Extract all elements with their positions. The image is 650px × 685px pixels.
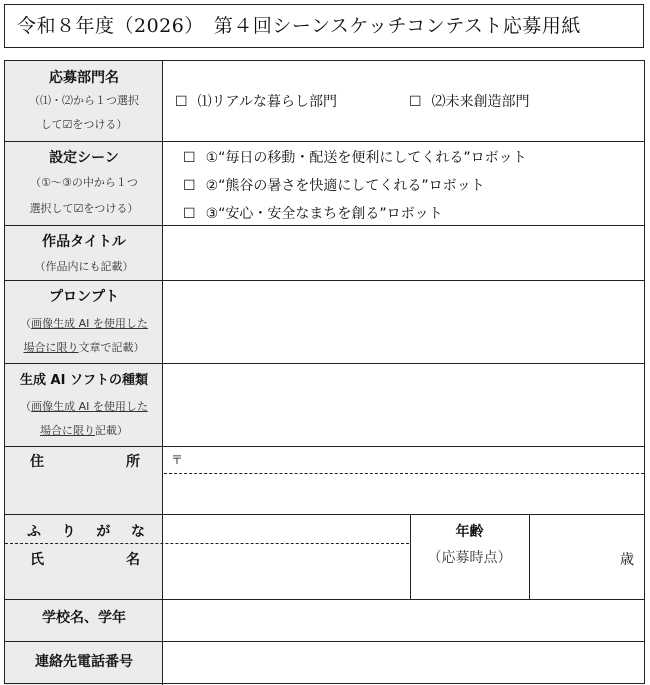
age-note: （応募時点） (427, 550, 512, 566)
checkbox-icon[interactable]: ☐ (409, 94, 422, 110)
furigana-label: ふ り が な (27, 524, 145, 540)
form-title-text: 令和８年度（2026） 第４回シーンスケッチコンテスト応募用紙 (17, 15, 581, 37)
age-unit: 歳 (620, 552, 634, 568)
school-input[interactable] (164, 600, 642, 640)
checkbox-icon[interactable]: ☐ (183, 150, 196, 166)
school-label: 学校名、学年 (42, 610, 126, 626)
ai-software-input[interactable] (164, 364, 642, 445)
scene-label: 設定シーン (49, 150, 119, 166)
category-note-2: して☑をつける） (40, 118, 128, 131)
address-label-1: 住 (30, 454, 44, 470)
category-option-2[interactable] (409, 91, 530, 111)
age-input[interactable] (530, 515, 642, 598)
application-form (4, 60, 645, 684)
scene-option-3[interactable] (183, 203, 443, 223)
work-title-input[interactable] (164, 226, 642, 279)
scene-option-1[interactable] (183, 147, 527, 167)
phone-input[interactable] (164, 642, 642, 682)
prompt-input[interactable] (164, 281, 642, 362)
category-option-2-text: ⑵未来創造部門 (431, 94, 530, 110)
scene-option-3-text: ③“安心・安全なまちを創る”ロボット (205, 206, 443, 222)
row-divider (5, 141, 644, 142)
checkbox-icon[interactable]: ☐ (183, 206, 196, 222)
prompt-note-2: 場合に限り文章で記載） (23, 341, 145, 354)
scene-option-1-text: ①“毎日の移動・配送を便利にしてくれる”ロボット (205, 150, 527, 166)
prompt-label: プロンプト (49, 289, 119, 305)
prompt-note-1: （画像生成 AI を使用した (20, 317, 148, 330)
scene-note-1: （①～③の中から１つ (30, 176, 138, 189)
work-title-label: 作品タイトル (42, 234, 126, 250)
age-label: 年齢 (455, 524, 484, 540)
form-title (4, 4, 644, 48)
ai-software-note-2: 場合に限り記載） (40, 424, 128, 437)
phone-label: 連絡先電話番号 (35, 654, 133, 670)
ai-software-note-1: （画像生成 AI を使用した (20, 400, 148, 413)
category-note-1: （⑴・⑵から１つ選択 (29, 94, 139, 107)
category-option-1-text: ⑴リアルな暮らし部門 (197, 94, 338, 110)
postal-mark: 〒 (171, 453, 184, 467)
name-label-2: 名 (126, 552, 140, 568)
category-option-1[interactable] (175, 91, 337, 111)
work-title-note: （作品内にも記載） (34, 260, 134, 273)
checkbox-icon[interactable]: ☐ (175, 94, 188, 110)
scene-note-2: 選択して☑をつける） (29, 202, 139, 215)
scene-option-2-text: ②“熊谷の暑さを快適にしてくれる”ロボット (205, 178, 485, 194)
address-label-2: 所 (126, 454, 140, 470)
ai-software-label: 生成 AI ソフトの種類 (20, 373, 148, 388)
name-label-1: 氏 (30, 552, 44, 568)
address-input[interactable] (164, 447, 642, 513)
category-label: 応募部門名 (49, 70, 119, 86)
checkbox-icon[interactable]: ☐ (183, 178, 196, 194)
scene-option-2[interactable] (183, 175, 485, 195)
name-input[interactable] (164, 515, 410, 598)
